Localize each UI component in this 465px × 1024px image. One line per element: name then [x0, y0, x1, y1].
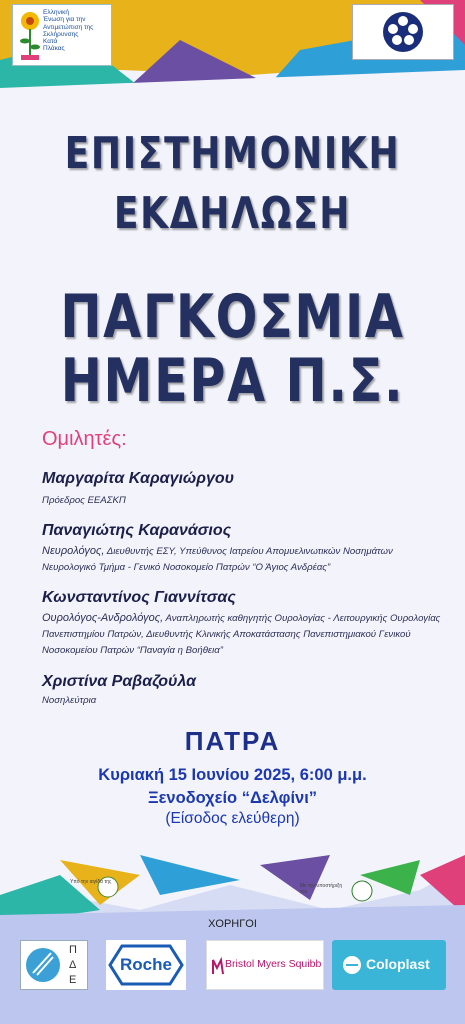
sponsor-pde: [20, 940, 88, 990]
speaker-name: Παναγιώτης Καρανάσιος: [42, 522, 232, 539]
bms-icon: [211, 956, 225, 976]
pde-letter: Π: [69, 944, 77, 956]
speaker-role: [42, 692, 442, 709]
coloplast-label: Coloplast: [366, 956, 430, 972]
logo-line: Ελληνική: [43, 9, 70, 16]
roche-label: Roche: [120, 955, 172, 974]
pde-icon: [23, 941, 63, 989]
sponsor-roche: [106, 940, 186, 990]
logo-line: Σκλήρυνσης: [43, 30, 79, 38]
pde-letter: Δ: [69, 959, 77, 971]
speaker-name: Μαργαρίτα Καραγιώργου: [42, 470, 235, 487]
logo-line: Κατά: [43, 38, 58, 46]
title-line-4: ΗΜΕΡΑ Π.Σ.: [60, 346, 405, 416]
sponsors-label: ΧΟΡΗΓΟΙ: [208, 918, 257, 930]
speaker-role: [42, 492, 442, 509]
speaker-role: [42, 543, 442, 576]
speaker-role-lead: Ουρολόγος-Ανδρολόγος,: [42, 612, 164, 624]
title-line-2: ΕΚΔΗΛΩΣΗ: [113, 188, 352, 239]
speaker-role-text: Πρόεδρος ΕΕΑΣΚΠ: [42, 495, 126, 506]
speaker-role: [42, 610, 442, 659]
support-right-note: Με την υποστήριξη του: [300, 883, 343, 895]
ring-circles-icon: [353, 5, 453, 59]
coloplast-icon: [342, 955, 362, 975]
event-entry: (Είσοδος ελεύθερη): [165, 810, 300, 827]
speakers-label: Ομιλητές:: [42, 428, 127, 450]
speaker-name: Κωνσταντίνος Γιαννίτσας: [42, 589, 236, 606]
speaker-role-text: Διευθυντής ΕΣΥ, Υπεύθυνος Ιατρείου Απομυελινωτικών Νοσημάτων Νευρολογικό Τμήμα - Γενικό Νοσοκομείο Πατρών “Ο Άγιος Ανδρέας”: [42, 546, 393, 573]
event-date: Κυριακή 15 Ιουνίου 2025, 6:00 μ.μ.: [98, 766, 367, 784]
speaker-role-text: Νοσηλεύτρια: [42, 695, 97, 706]
support-left-note: Υπό την αιγίδα της: [70, 879, 112, 885]
logo-line: Αντιμετώπιση της: [43, 23, 94, 31]
logo-line: Πλάκας: [43, 45, 65, 53]
bms-label: Bristol Myers Squibb: [225, 958, 322, 970]
speaker-role-text: Αναπληρωτής καθηγητής Ουρολογίας - Λειτουργικής Ουρολογίας Πανεπιστημίου Πατρών, Διευθυντής Κλινικής Αποκατάστασης Πανεπιστημιακού Γενικού Νοσοκομείου Πατρών “Παναγία η Βοήθεια”: [42, 613, 441, 656]
title-line-1: ΕΠΙΣΤΗΜΟΝΙΚΗ: [64, 128, 401, 179]
speaker-role-lead: Νευρολόγος,: [42, 545, 105, 557]
sponsor-bms: [206, 940, 324, 990]
eeaskp-logo: [12, 4, 112, 66]
title-line-3: ΠΑΓΚΟΣΜΙΑ: [60, 282, 405, 352]
ms-logo: [352, 4, 454, 60]
speaker-name: Χριστίνα Ραβαζούλα: [42, 673, 197, 690]
sunflower-icon: [17, 11, 43, 61]
event-venue: Ξενοδοχείο “Δελφίνι”: [147, 789, 318, 807]
sponsor-coloplast: [332, 940, 446, 990]
logo-line: Ένωση για την: [43, 16, 86, 24]
event-city: ΠΑΤΡΑ: [184, 726, 281, 756]
pde-letter: Ε: [69, 974, 77, 986]
